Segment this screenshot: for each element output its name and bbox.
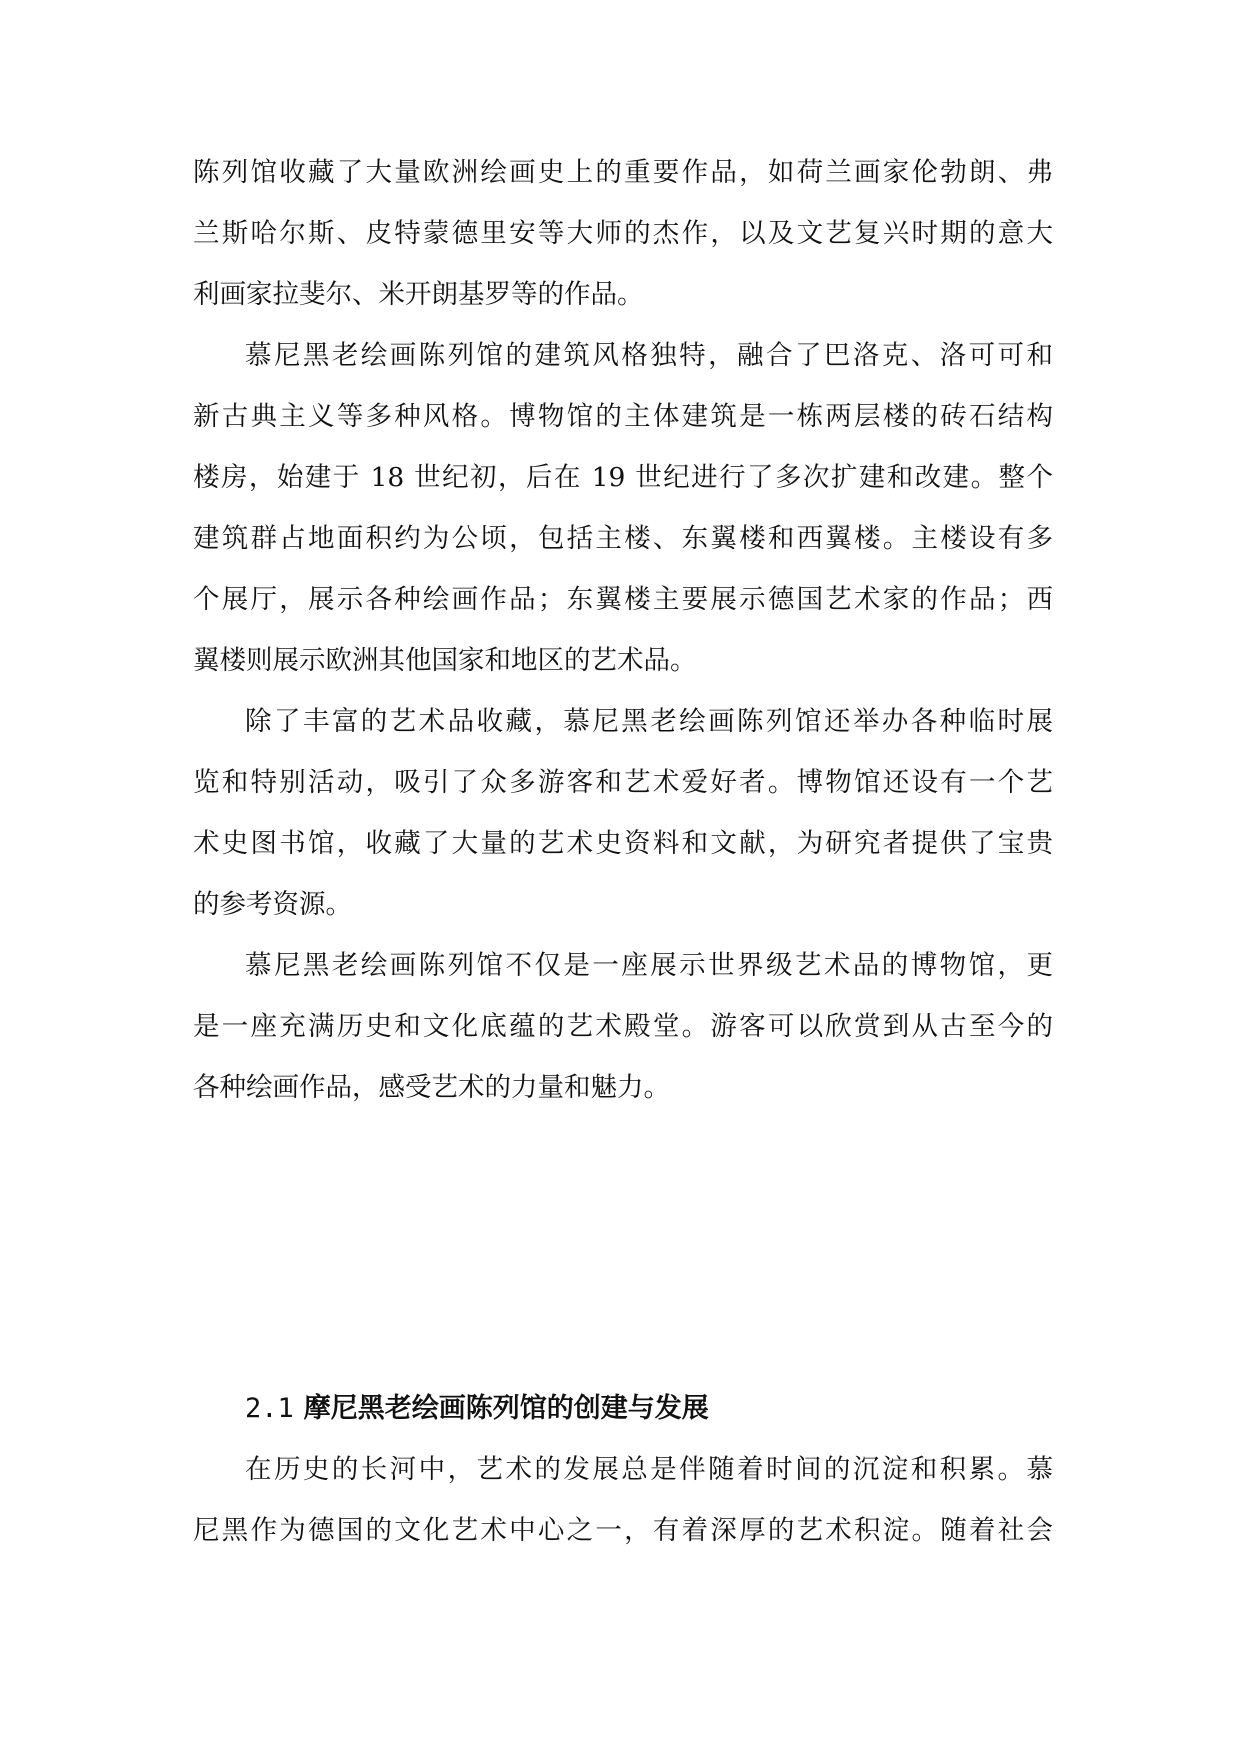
paragraph-4-line-2: 是一座充满历史和文化底蕴的艺术殿堂。游客可以欣赏到从古至今的 xyxy=(193,1011,1053,1042)
paragraph-3-line-1: 除了丰富的艺术品收藏，慕尼黑老绘画陈列馆还举办各种临时展 xyxy=(245,706,1053,737)
paragraph-1-line-3: 利画家拉斐尔、米开朗基罗等的作品。 xyxy=(193,279,644,310)
section-paragraph-line-2: 尼黑作为德国的文化艺术中心之一，有着深厚的艺术积淀。随着社会 xyxy=(193,1515,1053,1546)
paragraph-2-line-6: 翼楼则展示欧洲其他国家和地区的艺术品。 xyxy=(193,645,697,676)
paragraph-1-line-1: 陈列馆收藏了大量欧洲绘画史上的重要作品，如荷兰画家伦勃朗、弗 xyxy=(193,157,1053,188)
paragraph-2-line-1: 慕尼黑老绘画陈列馆的建筑风格独特，融合了巴洛克、洛可可和 xyxy=(245,340,1053,371)
paragraph-2-line-3: 楼房，始建于 18 世纪初，后在 19 世纪进行了多次扩建和改建。整个 xyxy=(193,462,1053,493)
paragraph-3-line-4: 的参考资源。 xyxy=(193,889,352,920)
section-heading xyxy=(245,1389,709,1429)
section-title: 摩尼黑老绘画陈列馆的创建与发展 xyxy=(303,1393,709,1424)
paragraph-2-line-4: 建筑群占地面积约为公顷，包括主楼、东翼楼和西翼楼。主楼设有多 xyxy=(193,523,1053,554)
paragraph-4-line-3: 各种绘画作品，感受艺术的力量和魅力。 xyxy=(193,1072,670,1103)
paragraph-1-line-2: 兰斯哈尔斯、皮特蒙德里安等大师的杰作，以及文艺复兴时期的意大 xyxy=(193,218,1053,249)
paragraph-4-line-1: 慕尼黑老绘画陈列馆不仅是一座展示世界级艺术品的博物馆，更 xyxy=(245,950,1053,981)
paragraph-2-line-5: 个展厅，展示各种绘画作品；东翼楼主要展示德国艺术家的作品；西 xyxy=(193,584,1053,615)
section-number: 2.1 xyxy=(245,1393,294,1424)
paragraph-3-line-3: 术史图书馆，收藏了大量的艺术史资料和文献，为研究者提供了宝贵 xyxy=(193,828,1053,859)
paragraph-3-line-2: 览和特别活动，吸引了众多游客和艺术爱好者。博物馆还设有一个艺 xyxy=(193,767,1053,798)
paragraph-2-line-2: 新古典主义等多种风格。博物馆的主体建筑是一栋两层楼的砖石结构 xyxy=(193,401,1053,432)
section-paragraph-line-1: 在历史的长河中，艺术的发展总是伴随着时间的沉淀和积累。慕 xyxy=(245,1454,1053,1485)
